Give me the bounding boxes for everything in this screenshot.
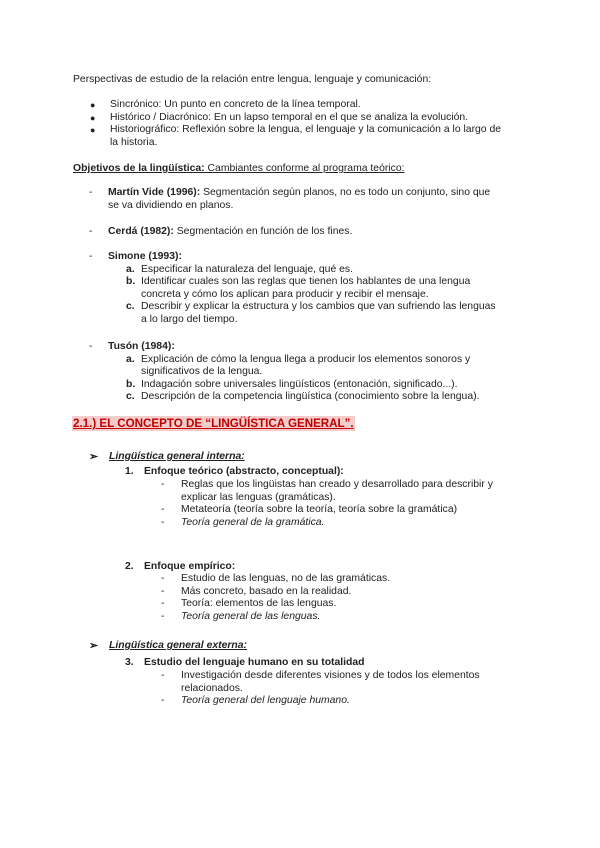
author-martin-vide: - Martín Vide (1996): Segmentación según planos, no es todo un conjunto, sino que se va dividiendo en planos. — [89, 187, 491, 211]
list-item: a. Especificar la naturaleza del lenguaje, qué es. — [126, 263, 353, 275]
intro-text: Perspectivas de estudio de la relación entre lengua, lenguaje y comunicación: — [73, 74, 432, 85]
list-item: c. Describir y explicar la estructura y los cambios que van sufriendo las lenguas a lo largo del tiempo. — [126, 301, 496, 325]
estudio-lenguaje-list — [161, 670, 531, 708]
list-item: ● Histórico / Diacrónico: En un lapso temporal en el que se analiza la evolución. — [90, 111, 469, 123]
list-item: - Más concreto, basado en la realidad. — [161, 585, 352, 597]
author-simone: - Simone (1993): a. Especificar la naturaleza del lenguaje, qué es. b. Identificar cuales son las reglas que tienen los hablantes de una lengua concreta y cómo los aplican para producir y recibir el mensaje. c. Describir y explicar la estructura y los cambios que van sufriendo las lenguas a lo largo del tiempo. — [73, 251, 543, 327]
externa-heading: ➢ Lingüística general externa: — [89, 640, 248, 652]
list-item: b. Indagación sobre universales lingüísticos (entonación, significado...). — [126, 378, 458, 390]
bullet-icon: ● — [90, 125, 96, 136]
enfoque-empirico-list — [161, 573, 531, 623]
objectives-line — [73, 163, 404, 176]
arrow-right-icon: ➢ — [89, 451, 99, 463]
enfoque-empirico-heading: 2. Enfoque empírico: — [125, 561, 236, 572]
dash-icon: - — [89, 187, 93, 198]
list-item: - Teoría general de la gramática. — [161, 516, 325, 528]
author-tuson: - Tusón (1984): a. Explicación de cómo la lengua llega a producir los elementos sonoros y significativos de la lengua. b. Indagación sobre universales lingüísticos (entonación, significado...). c. Descripción de la competencia lingüística (conocimiento sobre la lengua). — [73, 341, 543, 404]
objectives-label: Objetivos de la lingüística: — [73, 163, 205, 174]
objectives-text: Cambiantes conforme al programa teórico: — [204, 163, 405, 174]
list-item: - Metateoría (teoría sobre la teoría, teoría sobre la gramática) — [161, 504, 458, 516]
dash-icon: - — [89, 251, 93, 262]
list-item: - Teoría general de las lenguas. — [161, 610, 321, 622]
dash-icon: - — [89, 341, 93, 352]
dash-icon: - — [89, 226, 93, 237]
bullet-icon: ● — [90, 100, 96, 110]
list-item: - Teoría general del lenguaje humano. — [161, 695, 350, 707]
list-item: c. Descripción de la competencia lingüística (conocimiento sobre la lengua). — [126, 391, 480, 403]
list-item: b. Identificar cuales son las reglas que tienen los hablantes de una lengua concreta y cómo los aplican para producir y recibir el mensaje. — [126, 276, 471, 300]
bullet-icon: ● — [90, 112, 96, 123]
section-heading: 2.1.) EL CONCEPTO DE “LINGÜÍSTICA GENERAL”. — [73, 417, 354, 430]
estudio-lenguaje-heading: 3. Estudio del lenguaje humano en su totalidad — [125, 657, 365, 668]
list-item: ● Historiográfico: Reflexión sobre la lengua, el lenguaje y la comunicación a lo largo de la historia. — [90, 124, 502, 148]
perspectives-list — [73, 99, 543, 149]
list-item: - Estudio de las lenguas, no de las gramáticas. — [161, 573, 391, 584]
author-cerda: - Cerdá (1982): Segmentación en función de los fines. — [89, 226, 353, 237]
arrow-right-icon: ➢ — [89, 640, 99, 652]
list-item: - Teoría: elementos de las lenguas. — [161, 598, 337, 610]
list-item: - Investigación desde diferentes visiones y de todos los elementos relacionados. — [161, 670, 480, 694]
interna-heading: ➢ Lingüística general interna: — [89, 451, 245, 463]
enfoque-teorico-heading: 1. Enfoque teórico (abstracto, conceptual): — [125, 466, 344, 477]
list-item: a. Explicación de cómo la lengua llega a producir los elementos sonoros y significativos de la lengua. — [126, 353, 471, 378]
enfoque-teorico-list — [161, 479, 531, 529]
list-item: ● Sincrónico: Un punto en concreto de la línea temporal. — [90, 99, 361, 110]
list-item: - Reglas que los lingüistas han creado y desarrollado para describir y explicar las lenguas (gramáticas). — [161, 479, 493, 503]
